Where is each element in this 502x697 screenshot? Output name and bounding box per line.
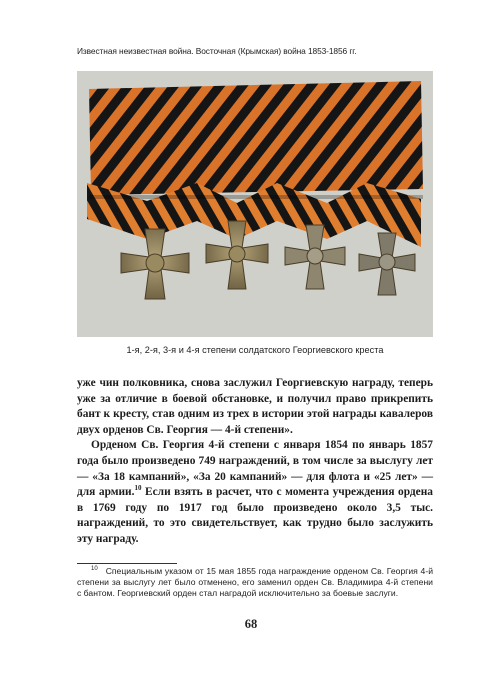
paragraph-2 [77, 438, 433, 547]
footnote-ref[interactable]: 10 [134, 484, 142, 493]
running-header: Известная неизвестная война. Восточная (Крымская) война 1853-1856 гг. [77, 46, 357, 56]
footnote-text: Специальным указом от 15 мая 1855 года награждение орденом Св. Георгия 4-й степени за выслугу лет было отменено, его заменил орден Св. Владимира 4-й степени с бантом. Георгиевский орден стал наградой исключительно за боевые заслуги. [77, 566, 433, 598]
footnote [77, 566, 433, 599]
medals-photo [77, 71, 433, 337]
page-number: 68 [244, 617, 258, 631]
paragraph-1: уже чин полковника, снова заслужил Георгиевскую награду, теперь уже за отличие в боевой обстановке, и получил право прикрепить бант к кресту, став одним из трех в истории этой награды кавалеров двух орденов Св. Георгия — 4-й степени». [77, 377, 433, 436]
figure-caption: 1-я, 2-я, 3-я и 4-я степени солдатского Георгиевского креста [126, 345, 384, 355]
footnote-number: 10 [91, 566, 98, 573]
paragraph-2-text: Орденом Св. Георгия 4-й степени с января 1854 по январь 1857 года было произведено 749 награждений, в том числе за выслугу лет — «За 18 кампаний», «За 20 кампаний» — для флота и «25 лет» — для армии. [77, 439, 433, 499]
paragraph-2-rest: Если взять в расчет, что с момента учреждения ордена в 1769 году по 1917 год было произведено около 3,5 тыс. награждений, то это свидетельствует, как трудно было заслужить эту награду. [77, 486, 433, 545]
footnote-divider [77, 563, 177, 564]
body-text [77, 376, 433, 548]
